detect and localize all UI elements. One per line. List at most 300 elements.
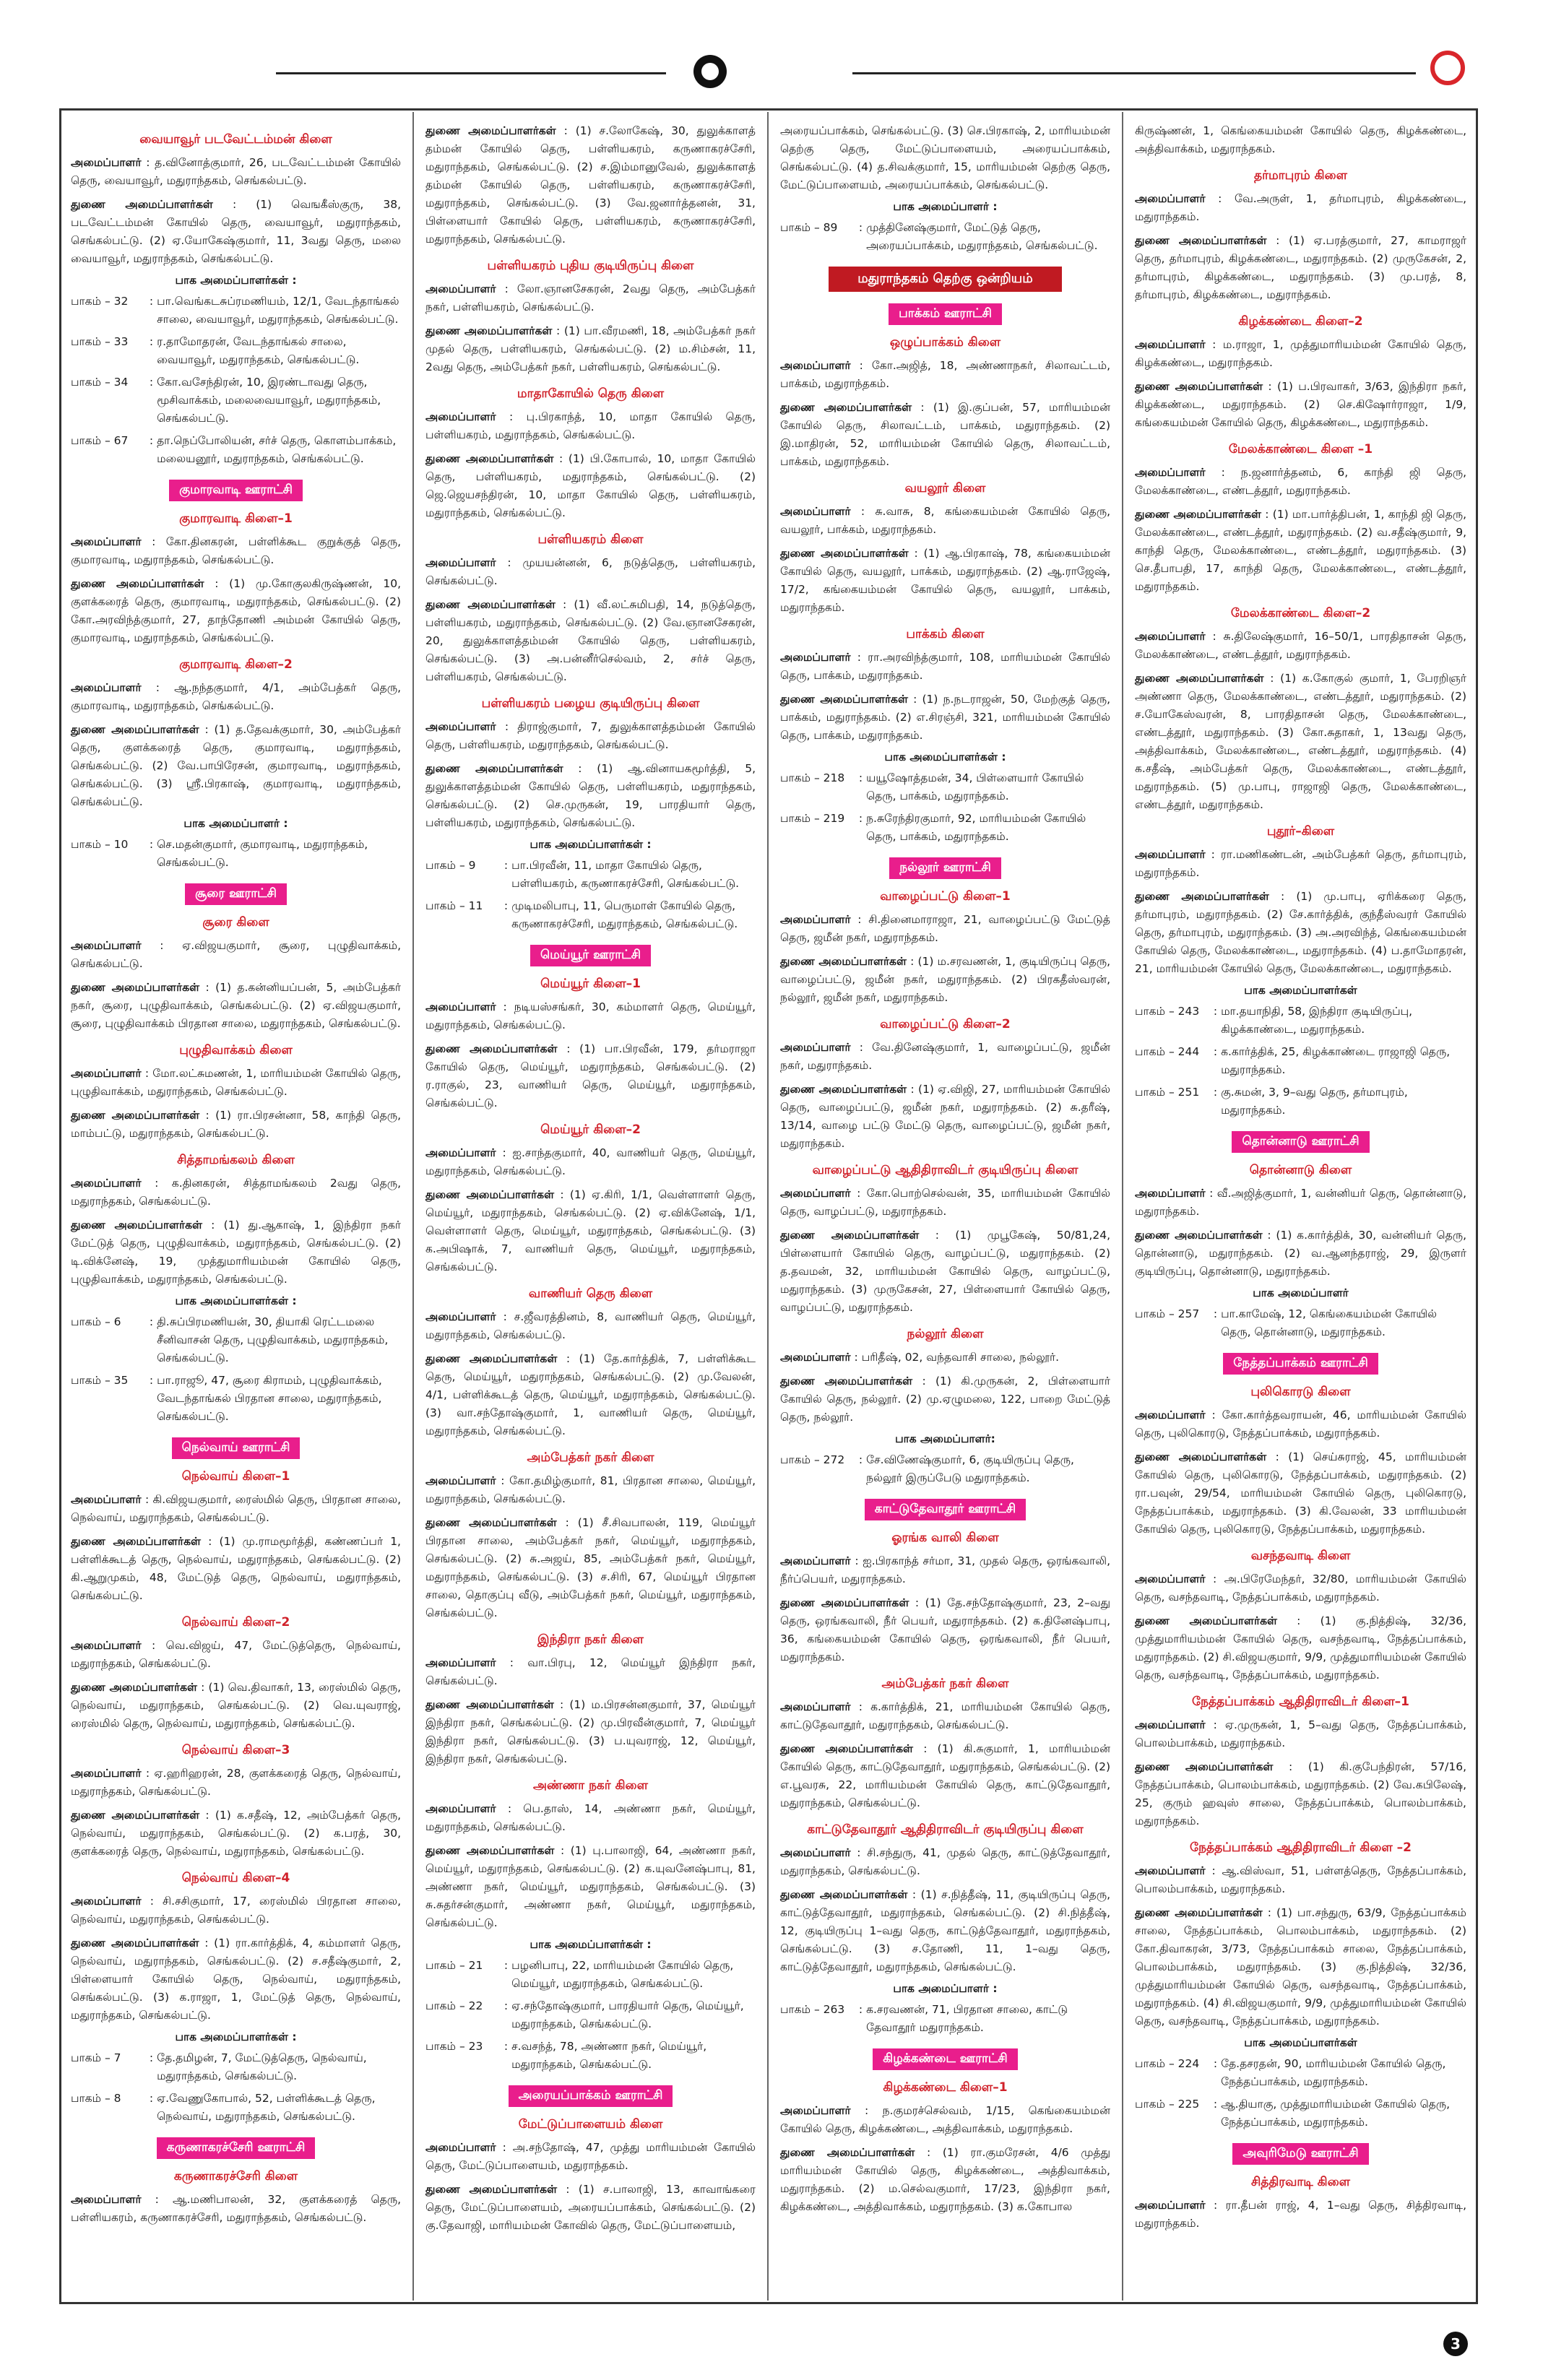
entry <box>71 533 401 569</box>
entry-text: (1) பா.பிரவீன், 179, தர்மராஜா கோயில் தெரு, மெய்யூர், மதுராந்தகம், செங்கல்பட்டு. (2) ர.ராகுல், 23, வாணியர் தெரு, மெய்யூர், மதுராந்தகம், செங்கல்பட்டு. <box>425 1042 756 1109</box>
entry-text: (1) ஏ.விஜி, 27, மாரியம்மன் கோயில் தெரு, வாழைப்பட்டு, ஜமீன் நகர், மதுராந்தகம். (2) சு.தரீஷ், 13/14, வாழை பட்டு மேட்டு தெரு, வாழைப்பட்டு, ஜமீன் நகர், மதுராந்தகம். <box>780 1083 1110 1150</box>
entry-role: துணை அமைப்பாளர்கள் <box>425 598 556 611</box>
booth-detail: ர.தாமோதரன், வேடந்தாங்கல் சாலை, வையாவூர், மதுராந்தகம், செங்கல்பட்டு. <box>157 335 360 366</box>
booth-separator: : <box>146 1315 157 1328</box>
entry <box>1135 1226 1466 1281</box>
entry-role: அமைப்பாளர் <box>780 505 851 518</box>
entry <box>425 1040 756 1112</box>
booth-detail: பழனிபாபு, 22, மாரியம்மன் கோயில் தெரு, மெய்யூர், மதுராந்தகம், செங்கல்பட்டு. <box>511 1959 734 1990</box>
section-title: பள்ளியகரம் பழைய குடியிருப்பு கிளை <box>481 696 700 711</box>
entry <box>780 2102 1110 2138</box>
entry-role: துணை அமைப்பாளர்கள் <box>1135 508 1262 521</box>
entry-role: அமைப்பாளர் <box>1135 1718 1206 1731</box>
entry-text: (1) ஏ.பரத்குமார், 27, காமராஜர் தெரு, தர்மாபுரம், கிழக்கண்டை, மதுராந்தகம். (2) முருகேசன், 2, தர்மாபுரம், கிழக்கண்டை, மதுராந்தகம். (3) மு.பரத், 8, தர்மாபுரம், கிழக்கண்டை, மதுராந்தகம். <box>1135 234 1467 301</box>
entry-role: துணை அமைப்பாளர்கள் <box>780 401 912 414</box>
booth-row <box>71 333 401 369</box>
entry <box>1135 1570 1466 1606</box>
entry-text: (1) ஆ.வினாயகமூர்த்தி, 5, துலுக்காளத்தம்மன் கோயில் தெரு, பள்ளியகரம், மதுராந்தகம், செங்கல்பட்டு. (2) செ.முருகன், 19, பாரதியார் தெரு, பள்ளியகரம், மதுராந்தகம், செங்கல்பட்டு. <box>425 762 756 829</box>
entry-colon: : <box>496 1474 510 1487</box>
entry-text: (1) முபூகேஷ், 50/81,24, பிள்ளையார் கோயில் தெரு, வாழப்பட்டு, மதுராந்தகம். (2) த.தவமன், 32, மாரியம்மன் கோயில் தெரு, வாழப்பட்டு, மதுராந்தகம். (3) முருகேசன், 27, பிள்ளையார் கோயில் தெரு, வாழப்பட்டு, மதுராந்தகம். <box>780 1229 1110 1314</box>
entry-text: வா.பிரபு, 12, மெய்யூர் இந்திரா நகர், செங்கல்பட்டு. <box>425 1656 756 1687</box>
section-title: நல்லூர் கிளை <box>907 1327 984 1341</box>
booth-separator: : <box>501 859 512 872</box>
entry-text: (1) பா.வீரமணி, 18, அம்பேத்கர் நகர் முதல் தெரு, பள்ளியகரம், செங்கல்பட்டு. (2) ம.சிம்சன், 11, 2வது தெரு, அம்பேத்கர் நகர், பள்ளியகரம், செங்கல்பட்டு. <box>425 324 756 373</box>
entry-text: சி.சசிகுமார், 17, ரைஸ்மில் பிரதான சாலை, நெல்வாய், மதுராந்தகம், செங்கல்பட்டு. <box>71 1895 402 1926</box>
entry-role: அமைப்பாளர் <box>71 1767 142 1780</box>
entry-text: (1) ச.லோகேஷ், 30, துலுக்காளத் தம்மன் கோயில் தெரு, பள்ளியகரம், கருணாகரச்சேரி, மதுராந்தகம், செங்கல்பட்டு. (2) ச.இம்மானுவேல், துலுக்காளத் தம்மன் கோயில் தெரு, பள்ளியகரம், கருணாகரச்சேரி, மதுராந்தகம், செங்கல்பட்டு. (3) வே.ஜனார்த்தனன், 31, பிள்ளையார் கோயில் தெரு, பள்ளியகரம், கருணாகரச்சேரி, மதுராந்தகம், செங்கல்பட்டு. <box>425 124 756 246</box>
entry-colon: : <box>1263 380 1277 393</box>
entry-role: அமைப்பாளர் <box>71 939 142 952</box>
entry-colon: : <box>556 124 576 137</box>
entry <box>780 1844 1110 1880</box>
entry-colon: : <box>1261 508 1273 521</box>
booth-separator: : <box>1210 1307 1222 1320</box>
entry-role: அமைப்பாளர் <box>1135 1408 1206 1421</box>
entry-text: அ.பிரேமேந்தர், 32/80, மாரியம்மன் கோயில் தெரு, வசந்தவாடி, நேத்தப்பாக்கம், மதுராந்தகம். <box>1135 1572 1467 1604</box>
entry <box>1135 1862 1466 1898</box>
entry-text: (1) கி.குபேந்திரன், 57/16, நேத்தப்பாக்கம், பொலம்பாக்கம், மதுராந்தகம். (2) வே.கபிலேஷ், 25, குரும் ஹவுஸ் சாலை, நேத்தப்பாக்கம், பொலம்பாக்கம், மதுராந்தகம். <box>1135 1760 1466 1827</box>
column-3 <box>769 112 1123 2301</box>
entry <box>425 596 756 686</box>
entry <box>71 1637 401 1673</box>
entry-colon: : <box>906 955 918 968</box>
entry <box>425 322 756 376</box>
entry-text: க.தினகரன், சித்தாமங்கலம் 2வது தெரு, மதுராந்தகம், செங்கல்பட்டு. <box>71 1177 401 1208</box>
section-title: வாழைப்பட்டு ஆதிதிராவிடர் குடியிருப்பு கிளை <box>812 1163 1079 1177</box>
booth-separator: : <box>146 838 157 851</box>
booth-number: பாகம் – 225 <box>1135 2098 1200 2111</box>
entry-role: துணை அமைப்பாளர்கள் <box>1135 890 1269 903</box>
entry-role: துணை அமைப்பாளர்கள் <box>780 1229 920 1242</box>
banner-label: மெய்யூர் ஊராட்சி <box>530 945 651 966</box>
booth-heading: பாக அமைப்பாளர் : <box>893 200 998 213</box>
panchayat-banner <box>71 1437 401 1459</box>
entry-role: அமைப்பாளர் <box>425 1146 496 1159</box>
entry-colon: : <box>1205 1864 1222 1877</box>
union-banner <box>780 267 1110 292</box>
entry-text: (1) ப.பிரவாகர், 3/63, இந்திரா நகர், கிழக்கண்டை, மதுராந்தகம். (2) செ.கிஷோர்ராஜா, 1/9, கங்கையம்மன் கோயில் தெரு, கிழக்கண்டை, மதுராந்தகம். <box>1135 380 1467 429</box>
entry <box>780 399 1110 471</box>
entry-text: (1) க.கார்த்திக், 30, வன்னியர் தெரு, தொன்னாடு, மதுராந்தகம். (2) வ.ஆனந்தராஜ், 29, இருளர் குடியிருப்பு, தொன்னாடு, மதுராந்தகம். <box>1135 1229 1466 1278</box>
entry-text: (1) பா.சந்துரு, 63/9, நேத்தப்பாக்கம் சாலை, நேத்தப்பாக்கம், பொலம்பாக்கம், மதுராந்தகம். (2) கோ.திவாகரன், 3/73, நேத்தப்பாக்கம் சாலை, நேத்தப்பாக்கம், பொலம்பாக்கம், மதுராந்தகம். (3) கு.நித்திஷ், 32/36, முத்துமாரியம்மன் கோயில் தெரு, வசந்தவாடி, நேத்தப்பாக்கம், மதுராந்தகம். (4) சி.விஜயகுமார், 9/9, முத்துமாரியம்மன் கோயில் தெரு, வசந்தவாடி, நேத்தப்பாக்கம், மதுராந்தகம். <box>1135 1906 1467 2028</box>
banner-label: மதுராந்தகம் தெற்கு ஒன்றியம் <box>829 267 1061 292</box>
entry-text: (1) ரா.குமரேசன், 4/6 முத்து மாரியம்மன் கோயில் தெரு, கிழக்கண்டை, அத்திவாக்கம், மதுராந்தகம். (2) ம.செல்வகுமார், 17/23, இந்திரா நகர், கிழக்கண்டை, அத்திவாக்கம், மதுராந்தகம். (3) க.கோபால <box>780 2146 1111 2213</box>
booth-separator: : <box>1210 1005 1222 1018</box>
booth-number: பாகம் – 7 <box>71 2051 121 2064</box>
booth-row <box>71 432 401 468</box>
entry <box>780 1740 1110 1812</box>
section-title: மெய்யூர் கிளை–2 <box>540 1122 641 1137</box>
entry-role: அமைப்பாளர் <box>780 359 851 372</box>
booth-number: பாகம் – 89 <box>780 221 838 234</box>
entry-colon: : <box>496 2141 513 2154</box>
section-title: கருணாகரச்சேரி கிளை <box>173 2169 298 2184</box>
panchayat-banner <box>71 2137 401 2159</box>
entry <box>71 1806 401 1861</box>
entry-text: கோ.பொற்செல்வன், 35, மாரியம்மன் கோயில் தெரு, வாழப்பட்டு, மதுராந்தகம். <box>780 1187 1110 1218</box>
entry <box>780 1039 1110 1075</box>
entry-colon: : <box>555 598 574 611</box>
entry-role: துணை அமைப்பாளர்கள் <box>425 124 556 137</box>
page-number: 3 <box>1443 2332 1468 2356</box>
entry-colon: : <box>496 1802 524 1815</box>
booth-heading: பாக அமைப்பாளர் : <box>893 1982 998 1995</box>
entry-colon: : <box>496 1656 528 1669</box>
entry-role: அமைப்பாளர் <box>780 2104 851 2117</box>
panchayat-banner <box>71 883 401 905</box>
entry <box>780 1886 1110 1976</box>
booth-number: பாகம் – 257 <box>1135 1307 1200 1320</box>
booth-separator: : <box>855 812 867 825</box>
entry <box>1135 2197 1466 2233</box>
entry <box>425 1842 756 1932</box>
section-title: இந்திரா நகர் கிளை <box>537 1632 644 1647</box>
entry <box>425 122 756 248</box>
panchayat-banner <box>780 1499 1110 1520</box>
booth-row <box>780 219 1110 255</box>
entry-role: அமைப்பாளர் <box>71 1493 142 1506</box>
entry-text: (1) ச.நித்தீஷ், 11, குடியிருப்பு தெரு, காட்டுத்தேவாதூர், மதுராந்தகம், செங்கல்பட்டு. (2) சி.நித்தீஷ், 12, குடியிருப்பு 1–வது தெரு, காட்டுத்தேவாதூர், மதுராந்தகம், செங்கல்பட்டு. (3) ச.தோணி, 11, 1–வது தெரு, காட்டுத்தேவாதூர், மதுராந்தகம், செங்கல்பட்டு. <box>780 1888 1111 1973</box>
booth-number: பாகம் – 6 <box>71 1315 121 1328</box>
entry-role: துணை அமைப்பாளர்கள் <box>1135 1614 1277 1627</box>
entry-role: அமைப்பாளர் <box>425 282 496 295</box>
entry-text: அரையப்பாக்கம், செங்கல்பட்டு. (3) செ.பிரகாஷ், 2, மாரியம்மன் தெற்கு தெரு, மேட்டுப்பாளையம், அரையப்பாக்கம், செங்கல்பட்டு. (4) த.சிவக்குமார், 15, மாரியம்மன் தெற்கு தெரு, மேட்டுப்பாளையம், அரையப்பாக்கம், செங்கல்பட்டு. <box>780 124 1110 191</box>
booth-row <box>780 2001 1110 2037</box>
entry-role: அமைப்பாளர் <box>780 1554 851 1567</box>
booth-number: பாகம் – 243 <box>1135 1005 1200 1018</box>
entry <box>780 911 1110 947</box>
entry-text: ரா.தீபன் ராஜ், 4, 1–வது தெரு, சித்திரவாடி, மதுராந்தகம். <box>1135 2199 1466 2230</box>
section-title: வாணியர் தெரு கிளை <box>528 1286 653 1301</box>
banner-label: நெல்வாய் ஊராட்சி <box>172 1437 301 1459</box>
entry-text: (1) ஆ.பிரகாஷ், 78, கங்கையம்மன் கோயில் தெரு, வயலூர், பாக்கம், மதுராந்தகம். (2) ஆ.ராஜேஷ், 17/2, கங்கையம்மன் கோயில் தெரு, வயலூர், பாக்கம், மதுராந்தகம். <box>780 547 1111 614</box>
entry-colon: : <box>553 452 569 465</box>
entry-colon: : <box>141 939 183 952</box>
booth-separator: : <box>146 335 157 348</box>
entry-colon: : <box>557 2183 579 2196</box>
entry-colon: : <box>850 913 869 926</box>
section-title: தர்மாபுரம் கிளை <box>1254 168 1347 183</box>
booth-row <box>71 2090 401 2126</box>
entry <box>425 1696 756 1768</box>
banner-label: சூரை ஊராட்சி <box>185 883 287 905</box>
booth-number: பாகம் – 224 <box>1135 2057 1200 2070</box>
entry <box>71 979 401 1033</box>
booth-number: பாகம் – 67 <box>71 434 129 447</box>
entry-text: ஐ.பிரகாந்த் சர்மா, 31, முதல் தெரு, ஒரங்கவாலி, நீர்ப்பெயர், மதுராந்தகம். <box>780 1554 1110 1585</box>
column-4 <box>1123 112 1478 2301</box>
entry-colon: : <box>907 693 922 706</box>
entry-text: (1) தே.சந்தோஷ்குமார், 23, 2–வது தெரு, ஒரங்கவாலி, நீர் பெயர், மதுராந்தகம். (2) க.தினேஷ்பாபு, 36, கங்கையம்மன் கோயில் தெரு, ஒரங்கவாலி, நீர் பெயர், மதுராந்தகம். <box>780 1596 1111 1663</box>
entry-role: துணை அமைப்பாளர்கள் <box>425 1844 555 1857</box>
entry-text: சு.வாசு, 8, கங்கையம்மன் கோயில் தெரு, வயலூர், பாக்கம், மதுராந்தகம். <box>780 505 1110 536</box>
booth-detail: முத்தினேஷ்குமார், மேட்டுத் தெரு, அரையப்பாக்கம், மதுராந்தகம், செங்கல்பட்டு. <box>866 221 1098 252</box>
column-1 <box>59 112 414 2301</box>
section-title: மேட்டுப்பாளையம் கிளை <box>518 2117 663 2132</box>
entry-text: கோ.தினகரன், பள்ளிக்கூட குறுக்குத் தெரு, குமாரவாடி, மதுராந்தகம், செங்கல்பட்டு. <box>71 535 402 566</box>
header-rule-left <box>276 72 666 74</box>
entry-colon: : <box>1205 630 1224 643</box>
booth-detail: தே.தமிழன், 7, மேட்டுத்தெரு, நெல்வாய், மதுராந்தகம், செங்கல்பட்டு. <box>157 2051 367 2082</box>
panchayat-banner <box>1135 1131 1466 1153</box>
entry-role: அமைப்பாளர் <box>71 2193 142 2206</box>
entry-role: துணை அமைப்பாளர்கள் <box>425 1042 558 1055</box>
entry-text: திராஜ்குமார், 7, துலுக்காளத்தம்மன் கோயில் தெரு, பள்ளியகரம், மதுராந்தகம், செங்கல்பட்டு. <box>425 720 756 751</box>
entry-role: அமைப்பாளர் <box>1135 2199 1206 2212</box>
header-rule-right <box>852 72 1416 74</box>
entry <box>1135 1406 1466 1442</box>
entry <box>780 1372 1110 1427</box>
section-title: வாழைப்பட்டு கிளை–2 <box>880 1017 1011 1031</box>
entry <box>71 1934 401 2025</box>
booth-separator: : <box>501 1959 512 1972</box>
entry-role: அமைப்பாளர் <box>780 1700 851 1713</box>
banner-label: நேத்தப்பாக்கம் ஊராட்சி <box>1223 1353 1378 1375</box>
entry <box>71 2191 401 2227</box>
entry-text: க.கார்த்திக், 21, மாரியம்மன் கோயில் தெரு, காட்டுதேவாதூர், மதுராந்தகம், செங்கல்பட்டு. <box>780 1700 1111 1731</box>
entry-colon: : <box>850 1554 863 1567</box>
entry-text: (1) க.சதீஷ், 12, அம்பேத்கர் தெரு, நெல்வாய், மதுராந்தகம், செங்கல்பட்டு. (2) க.பரத், 30, குளக்கரைத் தெரு, நெல்வாய், மதுராந்தகம், செங்கல்பட்டு. <box>71 1809 402 1858</box>
entry <box>71 1533 401 1605</box>
section-title: நெல்வாய் கிளை–3 <box>181 1743 290 1757</box>
entry <box>425 1144 756 1180</box>
entry <box>71 575 401 647</box>
entry-text: ஏ.விஜயகுமார், சூரை, புழுதிவாக்கம், செங்கல்பட்டு. <box>71 939 401 970</box>
booth-number: பாகம் – 272 <box>780 1453 845 1466</box>
booth-separator: : <box>501 899 512 912</box>
entry-colon: : <box>1205 338 1223 351</box>
entry-text: ரா.மணிகண்டன், அம்பேத்கர் தெரு, தர்மாபுரம், மதுராந்தகம். <box>1135 848 1467 879</box>
section-title: கிழக்கண்டை கிளை–2 <box>1238 314 1363 329</box>
entry-text: முயயன்னன், 6, நடுத்தெரு, பள்ளியகரம், செங்கல்பட்டு. <box>425 556 756 587</box>
entry-text: (1) ம.பிரசன்னகுமார், 37, மெய்யூர் இந்திரா நகர், செங்கல்பட்டு. (2) மு.பிரவீன்குமார், 7, மெய்யூர் இந்திரா நகர், செங்கல்பட்டு. (3) ப.யுவராஜ், 12, மெய்யூர், இந்திரா நகர், செங்கல்பட்டு. <box>425 1698 756 1765</box>
section-title: சூரை கிளை <box>202 915 269 930</box>
booth-heading: பாக அமைப்பாளர்கள் : <box>175 1294 297 1307</box>
booth-number: பாகம் – 35 <box>71 1374 129 1387</box>
banner-label: அரையப்பாக்கம் ஊராட்சி <box>509 2085 673 2107</box>
entry-role: துணை அமைப்பாளர்கள் <box>71 1535 201 1548</box>
entry <box>71 679 401 715</box>
entry <box>780 1185 1110 1221</box>
booth-row <box>71 373 401 428</box>
entry <box>780 2144 1110 2216</box>
entry <box>71 196 401 268</box>
entry <box>71 1765 401 1801</box>
entry <box>425 450 756 522</box>
entry-colon: : <box>907 1888 921 1901</box>
entry-colon: : <box>199 1109 216 1122</box>
banner-label: நல்லூர் ஊராட்சி <box>889 857 1001 879</box>
entry-role: துணை அமைப்பாளர்கள் <box>71 1937 199 1950</box>
entry-role: துணை அமைப்பாளர்கள் <box>71 981 200 994</box>
entry-text: (1) சீ.சிவபாலன், 119, மெய்யூர் பிரதான சாலை, அம்பேத்கர் நகர், மெய்யூர், மதுராந்தகம், செங்கல்பட்டு. (2) சு.அஜய், 85, அம்பேத்கர் நகர், மெய்யூர், மதுராந்தகம், செங்கல்பட்டு. (3) ச.சிரி, 67, மெய்யூர் பிரதான சாலை, தொகுப்பு வீடு, அம்பேத்கர் நகர், மெய்யூர், மதுராந்தகம், செங்கல்பட்டு. <box>425 1516 756 1619</box>
entry-colon: : <box>199 981 216 994</box>
entry-role: அமைப்பாளர் <box>1135 1187 1206 1200</box>
booth-detail: மா.தயாநிதி, 58, இந்திரா குடியிருப்பு, கிழக்காண்டை, மதுராந்தகம். <box>1221 1005 1413 1036</box>
banner-label: தொன்னாடு ஊராட்சி <box>1232 1131 1369 1153</box>
booth-separator: : <box>501 2040 512 2053</box>
entry-text: ரா.அரவிந்த்குமார், 108, மாரியம்மன் கோயில் தெரு, பாக்கம், மதுராந்தகம். <box>780 651 1110 682</box>
entry-role: அமைப்பாளர் <box>780 1351 851 1364</box>
entry-role: துணை அமைப்பாளர்கள் <box>780 547 909 560</box>
entry-text: (1) ரா.கார்த்திக், 4, கம்மாளர் தெரு, நெல்வாய், மதுராந்தகம், செங்கல்பட்டு. (2) ச.சதீஷ்குமார், 2, பிள்ளையார் கோயில் தெரு, நெல்வாய், மதுராந்தகம், செங்கல்பட்டு. (3) க.ராஜா, 1, மேட்டுத் தெரு, நெல்வாய், மதுராந்தகம், செங்கல்பட்டு. <box>71 1937 402 2022</box>
entry <box>1135 232 1466 304</box>
entry <box>425 1186 756 1276</box>
entry-role: அமைப்பாளர் <box>780 1846 851 1859</box>
booth-row <box>1135 1083 1466 1120</box>
section-title: வசந்தவாடி கிளை <box>1250 1549 1351 1563</box>
section-title: அண்ணா நகர் கிளை <box>533 1778 648 1793</box>
entry <box>1135 888 1466 978</box>
booth-detail: கு.சுமன், 3, 9–வது தெரு, தர்மாபுரம், மதுராந்தகம். <box>1221 1086 1408 1117</box>
entry <box>1135 190 1466 226</box>
entry-role: துணை அமைப்பாளர்கள் <box>71 198 213 211</box>
banner-label: குமாரவாடி ஊராட்சி <box>169 480 303 501</box>
entry-role: துணை அமைப்பாளர்கள் <box>780 1596 909 1609</box>
entry-text: (1) பு.பாலாஜி, 64, அண்ணா நகர், மெய்யூர், மதுராந்தகம், செங்கல்பட்டு. (2) க.யுவனேஷ்பாபு, 81, அண்ணா நகர், மெய்யூர், மதுராந்தகம், செங்கல்பட்டு. (3) சு.சுதர்சன்குமார், அண்ணா நகர், மெய்யூர், மதுராந்தகம், செங்கல்பட்டு. <box>425 1844 756 1929</box>
entry-colon: : <box>141 156 155 169</box>
panchayat-banner <box>1135 1353 1466 1375</box>
entry-text: ந.குமரச்செல்வம், 1/15, கெங்கையம்மன் கோயில் தெரு, கிழக்கண்டை, அத்திவாக்கம், மதுராந்தகம். <box>780 2104 1110 2135</box>
booth-heading: பாக அமைப்பாளர்கள் : <box>175 2030 297 2043</box>
entry-role: அமைப்பாளர் <box>71 1895 142 1908</box>
entry <box>71 1491 401 1527</box>
entry <box>71 937 401 973</box>
entry <box>425 998 756 1034</box>
entry-colon: : <box>1262 1229 1276 1242</box>
section-title: பள்ளியகரம் புதிய குடியிருப்பு கிளை <box>487 259 694 273</box>
entry-role: துணை அமைப்பாளர்கள் <box>425 2183 558 2196</box>
entry-text: (1) ச.பாலாஜி, 13, காவாங்கரை தெரு, மேட்டுப்பாளையம், அரையப்பாக்கம், செங்கல்பட்டு. (2) கு.தேவாஜி, மாரியம்மன் கோவில் தெரு, மேட்டுப்பாளையம், <box>425 2183 756 2232</box>
entry <box>1135 1448 1466 1539</box>
entry-colon: : <box>1262 1906 1276 1919</box>
entry-text: ம.ராஜா, 1, முத்துமாரியம்மன் கோயில் தெரு, கிழக்கண்டை, மதுராந்தகம். <box>1135 338 1466 369</box>
section-title: மேலக்காண்டை கிளை –1 <box>1228 442 1373 456</box>
entry-colon: : <box>850 1351 862 1364</box>
entry-role: அமைப்பாளர் <box>1135 848 1206 861</box>
booth-detail: ஆ.தியாகு, முத்துமாரியம்மன் கோயில் தெரு, நேத்தப்பாக்கம், மதுராந்தகம். <box>1221 2098 1451 2129</box>
entry-role: துணை அமைப்பாளர்கள் <box>780 1375 913 1388</box>
entry-text: (1) மு.கோகுலகிருஷ்ணன், 10, குளக்கரைத் தெரு, குமாரவாடி, மதுராந்தகம், செங்கல்பட்டு. (2) கோ.அரவிந்த்குமார், 27, தாந்தோணி அம்மன் கோயில் தெரு, குமாரவாடி, மதுராந்தகம், செங்கல்பட்டு. <box>71 577 401 644</box>
booth-row <box>780 810 1110 846</box>
entry-colon: : <box>496 720 518 733</box>
section-title: மேலக்காண்டை கிளை–2 <box>1230 606 1371 620</box>
entry <box>1135 122 1466 158</box>
entry <box>1135 1758 1466 1830</box>
entry-text: த.வினோத்குமார், 26, படவேட்டம்மன் கோயில் தெரு, வையாவூர், மதுராந்தகம், செங்கல்பட்டு. <box>71 156 402 187</box>
entry <box>71 1892 401 1929</box>
entry-colon: : <box>196 1681 209 1694</box>
entry <box>71 154 401 190</box>
entry-colon: : <box>912 1375 935 1388</box>
booth-number: பாகம் – 11 <box>425 899 483 912</box>
entry-colon: : <box>1205 848 1221 861</box>
section-title: மெய்யூர் கிளை–1 <box>540 977 641 991</box>
booth-row <box>1135 1043 1466 1079</box>
booth-detail: முடிமலிபாபு, 11, பெருமாள் கோயில் தெரு, கருணாகரச்சேரி, மதுராந்தகம், செங்கல்பட்டு. <box>511 899 738 930</box>
section-title: பள்ளியகரம் கிளை <box>537 532 644 547</box>
entry-colon: : <box>1268 890 1297 903</box>
entry-role: அமைப்பாளர் <box>71 1639 142 1652</box>
booth-number: பாகம் – 22 <box>425 1999 483 2012</box>
entry-role: துணை அமைப்பாளர்கள் <box>780 2146 915 2159</box>
entry-role: துணை அமைப்பாளர்கள் <box>425 1698 554 1711</box>
entry <box>780 1349 1110 1367</box>
booth-detail: பா.காமேஷ், 12, கெங்கையம்மன் கோயில் தெரு, தொன்னாடு, மதுராந்தகம். <box>1221 1307 1438 1338</box>
entry-role: அமைப்பாளர் <box>71 535 142 548</box>
section-title: பாக்கம் கிளை <box>906 627 985 641</box>
section-title: புழுதிவாக்கம் கிளை <box>179 1043 293 1057</box>
booth-detail: க.சரவணன், 71, பிரதான சாலை, காட்டு தேவாதூர் மதுராந்தகம். <box>866 2003 1068 2034</box>
entry-text: பெ.தாஸ், 14, அண்ணா நகர், மெய்யூர், மதுராந்தகம், செங்கல்பட்டு. <box>425 1802 756 1833</box>
entry-text: வீ.அஜித்குமார், 1, வன்னியர் தெரு, தொன்னாடு, மதுராந்தகம். <box>1135 1187 1467 1218</box>
entry-text: சி.தினைமாராஜா, 21, வாழைப்பட்டு மேட்டுத் தெரு, ஜமீன் நகர், மதுராந்தகம். <box>780 913 1110 944</box>
entry <box>780 1226 1110 1317</box>
entry-role: துணை அமைப்பாளர்கள் <box>780 693 908 706</box>
entry-text: மோ.லட்சுமணன், 1, மாரியம்மன் கோயில் தெரு, புழுதிவாக்கம், மதுராந்தகம், செங்கல்பட்டு. <box>71 1067 401 1098</box>
entry-text: சு.திலேஷ்குமார், 16–50/1, பாரதிதாசன் தெரு, மேலக்காண்டை, எண்டத்தூர், மதுராந்தகம். <box>1135 630 1467 661</box>
entry-role: அமைப்பாளர் <box>1135 630 1206 643</box>
entry <box>425 760 756 832</box>
section-title: தொன்னாடு கிளை <box>1249 1163 1352 1177</box>
entry-role: துணை அமைப்பாளர்கள் <box>425 1352 558 1365</box>
section-title: நெல்வாய் கிளை–2 <box>181 1615 290 1630</box>
entry <box>425 2139 756 2175</box>
entry-text: கி.விஜயகுமார், ரைஸ்மில் தெரு, பிரதான சாலை, நெல்வாய், மதுராந்தகம், செங்கல்பட்டு. <box>71 1493 401 1524</box>
entry-text: லோ.ஞானசேகரன், 2வது தெரு, அம்பேத்கர் நகர், பள்ளியகரம், செங்கல்பட்டு. <box>425 282 756 313</box>
entry-text: (1) த.கன்னியப்பன், 5, அம்பேத்கர் நகர், சூரை, புழுதிவாக்கம், செங்கல்பட்டு. (2) ஏ.விஜயகுமார், சூரை, புழுதிவாக்கம் பிரதான சாலை, மதுராந்தகம், செங்கல்பட்டு. <box>71 981 402 1030</box>
booth-row <box>425 1957 756 1993</box>
booth-row <box>71 1313 401 1367</box>
section-title: நெல்வாய் கிளை–4 <box>181 1871 290 1885</box>
booth-separator: : <box>1210 1045 1222 1058</box>
entry-text: (1) து.ஆகாஷ், 1, இந்திரா நகர் மேட்டுத் தெரு, புழுதிவாக்கம், மதுராந்தகம், செங்கல்பட்டு. (2) டி.விக்னேஷ், 19, முத்துமாரியம்மன் கோயில் தெரு, புழுதிவாக்கம், மதுராந்தகம், செங்கல்பட்டு. <box>71 1219 402 1286</box>
entry-colon: : <box>850 1846 868 1859</box>
booth-detail: யயூஷோத்தமன், 34, பிள்ளையார் கோயில் தெரு, பாக்கம், மதுராந்தகம். <box>866 771 1084 802</box>
entry-role: துணை அமைப்பாளர்கள் <box>425 1516 557 1529</box>
entry-colon: : <box>850 505 876 518</box>
booth-number: பாகம் – 8 <box>71 2092 121 2105</box>
entry-role: துணை அமைப்பாளர்கள் <box>1135 1906 1263 1919</box>
entry-role: அமைப்பாளர் <box>425 1802 496 1815</box>
entry-colon: : <box>1277 1614 1321 1627</box>
entry-colon: : <box>913 1742 938 1755</box>
entry-colon: : <box>915 2146 943 2159</box>
booth-separator: : <box>146 295 157 308</box>
section-title: சித்திரவாடி கிளை <box>1250 2175 1351 2189</box>
entry-colon: : <box>1266 1450 1289 1463</box>
entry-colon: : <box>204 577 230 590</box>
booth-number: பாகம் – 218 <box>780 771 845 784</box>
entry-colon: : <box>496 410 527 423</box>
entry-text: (1) த.தேவக்குமார், 30, அம்பேத்கர் தெரு, குளக்கரைத் தெரு, குமாரவாடி, மதுராந்தகம், செங்கல்பட்டு. (2) வே.பாபிரேசன், குமாரவாடி, மதுராந்தகம், செங்கல்பட்டு. (3) ஸ்ரீ.பிரகாஷ், குமாரவாடி, மதுராந்தகம், செங்கல்பட்டு. <box>71 723 402 808</box>
entry-text: (1) இ.குப்பன், 57, மாரியம்மன் கோயில் தெரு, சிலாவட்டம், பாக்கம், மதுராந்தகம். (2) இ.மாதிரன், 52, மாரியம்மன் கோயில் தெரு, சிலாவட்டம், பாக்கம், மதுராந்தகம். <box>780 401 1111 468</box>
booth-separator: : <box>146 434 157 447</box>
entry-colon: : <box>212 198 256 211</box>
entry-role: அமைப்பாளர் <box>1135 192 1206 205</box>
entry-colon: : <box>850 1700 871 1713</box>
section-title: ஒழுப்பாக்கம் கிளை <box>889 335 1001 350</box>
entry-colon: : <box>1205 192 1235 205</box>
entry <box>71 1065 401 1101</box>
entry-colon: : <box>907 1083 919 1096</box>
masthead-logo-icon <box>693 55 727 88</box>
section-title: மாதாகோயில் தெரு கிளை <box>517 386 665 401</box>
entry-colon: : <box>554 1188 570 1201</box>
booth-row <box>425 897 756 933</box>
entry-colon: : <box>496 1000 514 1013</box>
entry-colon: : <box>496 1310 514 1323</box>
